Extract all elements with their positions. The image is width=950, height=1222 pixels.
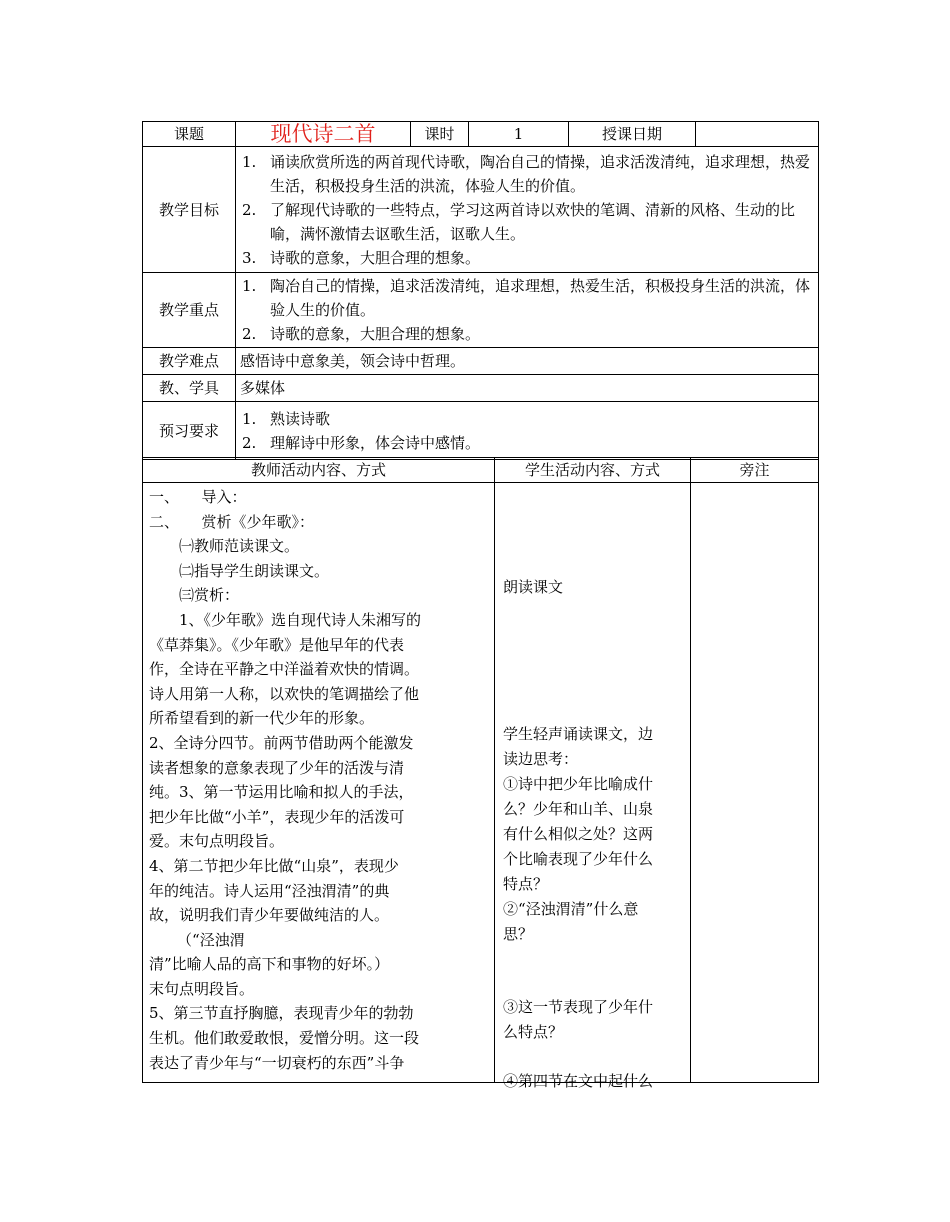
objective-item: 1. 诵读欣赏所选的两首现代诗歌，陶冶自己的情操，追求活泼清纯，追求理想，热爱生活，积极投身生活的洪流，体验人生的价值。: [242, 152, 811, 195]
teacher-line: 4、第二节把少年比做“山泉”，表现少: [149, 856, 399, 875]
teacher-line: 年的纯洁。诗人运用“泾浊渭清”的典: [149, 881, 390, 900]
preview-label: 预习要求: [143, 402, 236, 460]
key-points-row: [143, 273, 819, 348]
activity-header-row: [143, 458, 819, 483]
key-point-item: 1. 陶冶自己的情操，追求活泼清纯，追求理想，热爱生活，积极投身生活的洪流，体验人生的价值。: [242, 277, 811, 319]
teacher-activities: [143, 483, 495, 1083]
activity-table: [142, 457, 819, 1090]
teacher-line: 一、 导入：: [149, 488, 247, 506]
objective-item: 3. 诗歌的意象，大胆合理的想象。: [242, 248, 481, 267]
lesson-info-table: [142, 121, 819, 460]
student-line: 特点？: [503, 875, 549, 893]
key-point-item: 2. 诗歌的意象，大胆合理的想象。: [242, 325, 481, 343]
difficulty-value: 感悟诗中意象美，领会诗中哲理。: [236, 348, 819, 375]
notes-column: [691, 483, 819, 1083]
notes-header: 旁注: [691, 458, 819, 483]
teacher-line: 末句点明段旨。: [149, 979, 255, 998]
teacher-line: 诗人用第一人称，以欢快的笔调描绘了他: [149, 684, 420, 703]
student-line: 么特点？: [503, 1023, 564, 1041]
student-line: 个比喻表现了少年什么: [503, 850, 654, 868]
tools-label: 教、学具: [143, 375, 236, 402]
teacher-line: 《草莽集》。《少年歌》是他早年的代表: [149, 635, 405, 654]
student-line: 学生轻声诵读课文，边: [503, 725, 654, 743]
header-row: [143, 122, 819, 147]
key-points-content: [236, 273, 819, 348]
student-line: ④第四节在文中起什么: [503, 1072, 654, 1090]
preview-content: [236, 402, 819, 460]
teacher-line: 纯。3、第一节运用比喻和拟人的手法，: [149, 783, 414, 802]
teacher-line: 读者想象的意象表现了少年的活泼与清: [149, 758, 405, 777]
period-label: 课时: [411, 122, 469, 147]
objectives-label: 教学目标: [143, 147, 236, 273]
difficulty-label: 教学难点: [143, 348, 236, 375]
date-value: [696, 122, 819, 147]
student-line: 朗读课文: [503, 578, 564, 596]
student-line: ③这一节表现了少年什: [503, 998, 654, 1016]
student-activities: [495, 483, 691, 1090]
tools-value: 多媒体: [236, 375, 819, 402]
teacher-line: （“泾浊渭: [177, 930, 245, 949]
student-line: 么？少年和山羊、山泉: [503, 800, 654, 818]
tools-row: [143, 375, 819, 402]
teacher-header: 教师活动内容、方式: [143, 458, 495, 483]
student-line: 有什么相似之处？这两: [503, 825, 654, 843]
student-line: ②“泾浊渭清”什么意: [503, 900, 639, 918]
student-line: 读边思考：: [503, 750, 579, 768]
student-header: 学生活动内容、方式: [495, 458, 691, 483]
student-line: 思？: [503, 925, 534, 943]
preview-row: [143, 402, 819, 460]
lesson-title: 现代诗二首: [236, 122, 411, 147]
subject-label: 课题: [143, 122, 236, 147]
teacher-line: 2、全诗分四节。前两节借助两个能激发: [149, 733, 414, 752]
teacher-line: ㈡指导学生朗读课文。: [179, 561, 330, 580]
teacher-line: 二、 赏析《少年歌》：: [149, 512, 315, 531]
objectives-content: [236, 147, 819, 273]
preview-item: 2. 理解诗中形象，体会诗中感情。: [242, 433, 481, 452]
teacher-line: 5、第三节直抒胸臆，表现青少年的勃勃: [149, 1004, 414, 1023]
objective-item: 2. 了解现代诗歌的一些特点，学习这两首诗以欢快的笔调、清新的风格、生动的比喻，满怀激情去讴歌生活，讴歌人生。: [242, 200, 796, 243]
teacher-line: 1、《少年歌》选自现代诗人朱湘写的: [179, 610, 422, 629]
teacher-line: 表达了青少年与“一切衰朽的东西”斗争: [149, 1053, 405, 1072]
date-label: 授课日期: [569, 122, 696, 147]
teacher-line: 故，说明我们青少年要做纯洁的人。: [149, 906, 390, 925]
preview-item: 1. 熟读诗歌: [242, 409, 331, 428]
teacher-line: ㈢赏析：: [179, 586, 240, 605]
period-value: 1: [469, 122, 569, 147]
objectives-row: [143, 147, 819, 273]
teacher-line: 所希望看到的新一代少年的形象。: [149, 709, 375, 728]
activity-body-row: [143, 483, 819, 1083]
teacher-line: ㈠教师范读课文。: [179, 537, 300, 556]
teacher-line: 清”比喻人品的高下和事物的好坏。）: [149, 955, 390, 974]
difficulty-row: [143, 348, 819, 375]
teacher-line: 把少年比做“小羊”，表现少年的活泼可: [149, 807, 405, 826]
teacher-line: 爱。末句点明段旨。: [149, 832, 285, 851]
teacher-line: 生机。他们敢爱敢恨，爱憎分明。这一段: [149, 1029, 420, 1048]
teacher-line: 作，全诗在平静之中洋溢着欢快的情调。: [149, 660, 420, 679]
key-points-label: 教学重点: [143, 273, 236, 348]
student-line: ①诗中把少年比喻成什: [503, 775, 654, 793]
